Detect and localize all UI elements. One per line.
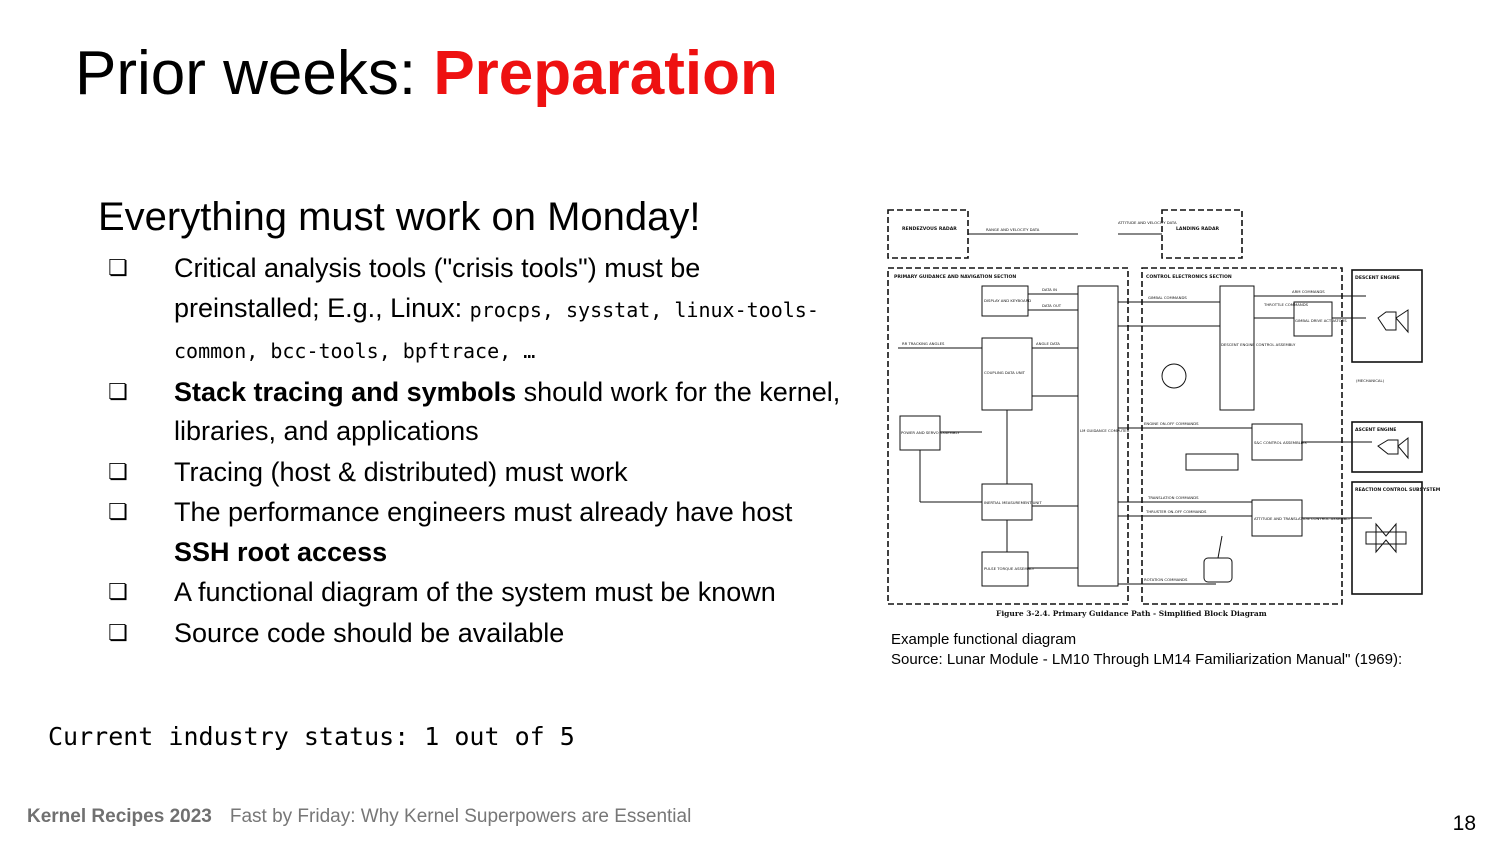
diagram-signal: GIMBAL COMMANDS [1148, 295, 1187, 300]
bullet-text: The performance engineers must already have host [174, 497, 793, 527]
checkbox-icon: ❏ [108, 256, 128, 281]
caption-line-2: Source: Lunar Module - LM10 Through LM14 Familiarization Manual" (1969): [891, 651, 1403, 668]
industry-status: Current industry status: 1 out of 5 [48, 722, 575, 751]
checkbox-icon: ❏ [108, 459, 128, 485]
page-number: 18 [1452, 812, 1476, 835]
bullet-text: Source code should be available [174, 617, 565, 648]
diagram-label-gda: GIMBAL DRIVE ACTUATORS [1295, 318, 1347, 323]
diagram-label-atca: ATTITUDE AND TRANSLATION CONTROL ASSEMBLY [1254, 516, 1351, 521]
slide-title [75, 38, 778, 110]
bullet-item [108, 249, 848, 372]
functional-diagram [886, 206, 1441, 622]
bullet-list [108, 249, 848, 654]
diagram-label-lgc: LM GUIDANCE COMPUTER [1080, 428, 1130, 433]
diagram-signal: DATA OUT [1042, 303, 1062, 308]
caption-line-1: Example functional diagram [891, 631, 1077, 648]
diagram-signal: THRUSTER ON-OFF COMMANDS [1146, 509, 1207, 514]
footer-talk: Fast by Friday: Why Kernel Superpowers are Essential [229, 806, 692, 827]
diagram-label-landing-radar: LANDING RADAR [1176, 227, 1220, 232]
bullet-bold: Stack tracing and symbols [174, 376, 517, 407]
footer [27, 806, 691, 828]
bullet-text: Tracing (host & distributed) must work [174, 456, 628, 487]
diagram-signal: THROTTLE COMMANDS [1264, 302, 1309, 307]
diagram-label-dsky: DISPLAY AND KEYBOARD [984, 298, 1032, 303]
bullet-text: should work for the kernel, libraries, and applications [174, 376, 841, 446]
bullet-item [108, 614, 848, 654]
diagram-signal: ROTATION COMMANDS [1144, 577, 1188, 582]
diagram-signal: ANGLE DATA [1036, 341, 1060, 346]
diagram-signal: ATTITUDE AND VELOCITY DATA [1118, 220, 1177, 225]
diagram-label-ptsa: PULSE TORQUE ASSEMBLY [984, 566, 1035, 571]
bullet-item [108, 373, 848, 452]
bullet-item [108, 493, 848, 572]
diagram-label-deca: DESCENT ENGINE CONTROL ASSEMBLY [1221, 342, 1296, 347]
diagram-signal: ENGINE ON-OFF COMMANDS [1144, 421, 1199, 426]
diagram-signal: TRANSLATION COMMANDS [1148, 495, 1199, 500]
diagram-label-descent-engine: DESCENT ENGINE [1355, 276, 1400, 281]
diagram-label-ces: CONTROL ELECTRONICS SECTION [1146, 275, 1232, 280]
bullet-item [108, 573, 848, 613]
diagram-signal: (MECHANICAL) [1356, 378, 1385, 383]
diagram-label-rendezvous-radar: RENDEZVOUS RADAR [902, 227, 957, 232]
subheading: Everything must work on Monday! [98, 195, 701, 239]
diagram-label-cdu: COUPLING DATA UNIT [984, 370, 1025, 375]
diagram-label-psa: POWER AND SERVO ASSEMBLY [901, 430, 960, 435]
diagram-signal: ARM COMMANDS [1292, 289, 1325, 294]
checkbox-icon: ❏ [108, 620, 128, 646]
bullet-item [108, 453, 848, 493]
checkbox-icon: ❏ [108, 379, 128, 405]
diagram-label-rcs: REACTION CONTROL SUBSYSTEM [1355, 488, 1441, 493]
title-prefix: Prior weeks: [75, 39, 434, 108]
title-highlight: Preparation [433, 39, 778, 108]
diagram-label-scca: S&C CONTROL ASSEMBLIES [1254, 440, 1307, 445]
diagram-label-pgns: PRIMARY GUIDANCE AND NAVIGATION SECTION [894, 275, 1017, 280]
bullet-text: A functional diagram of the system must be known [174, 577, 776, 607]
diagram-signal: RR TRACKING ANGLES [902, 341, 945, 346]
footer-event: Kernel Recipes 2023 [27, 806, 212, 827]
checkbox-icon: ❏ [108, 580, 128, 605]
diagram-figure-title: Figure 3-2.4. Primary Guidance Path - Simplified Block Diagram [996, 609, 1267, 618]
bullet-code: procps, sysstat, linux-tools-common, bcc-tools, bpftrace, … [174, 297, 819, 363]
bullet-bold: SSH root access [174, 536, 388, 567]
diagram-caption [891, 630, 1402, 670]
checkbox-icon: ❏ [108, 500, 128, 525]
diagram-label-imu: INERTIAL MEASUREMENT UNIT [984, 500, 1042, 505]
diagram-signal: DATA IN [1042, 287, 1057, 292]
diagram-signal: RANGE AND VELOCITY DATA [986, 227, 1040, 232]
diagram-label-ascent-engine: ASCENT ENGINE [1355, 428, 1397, 433]
bullet-text: Critical analysis tools ("crisis tools") must be preinstalled; E.g., Linux: [174, 253, 701, 323]
